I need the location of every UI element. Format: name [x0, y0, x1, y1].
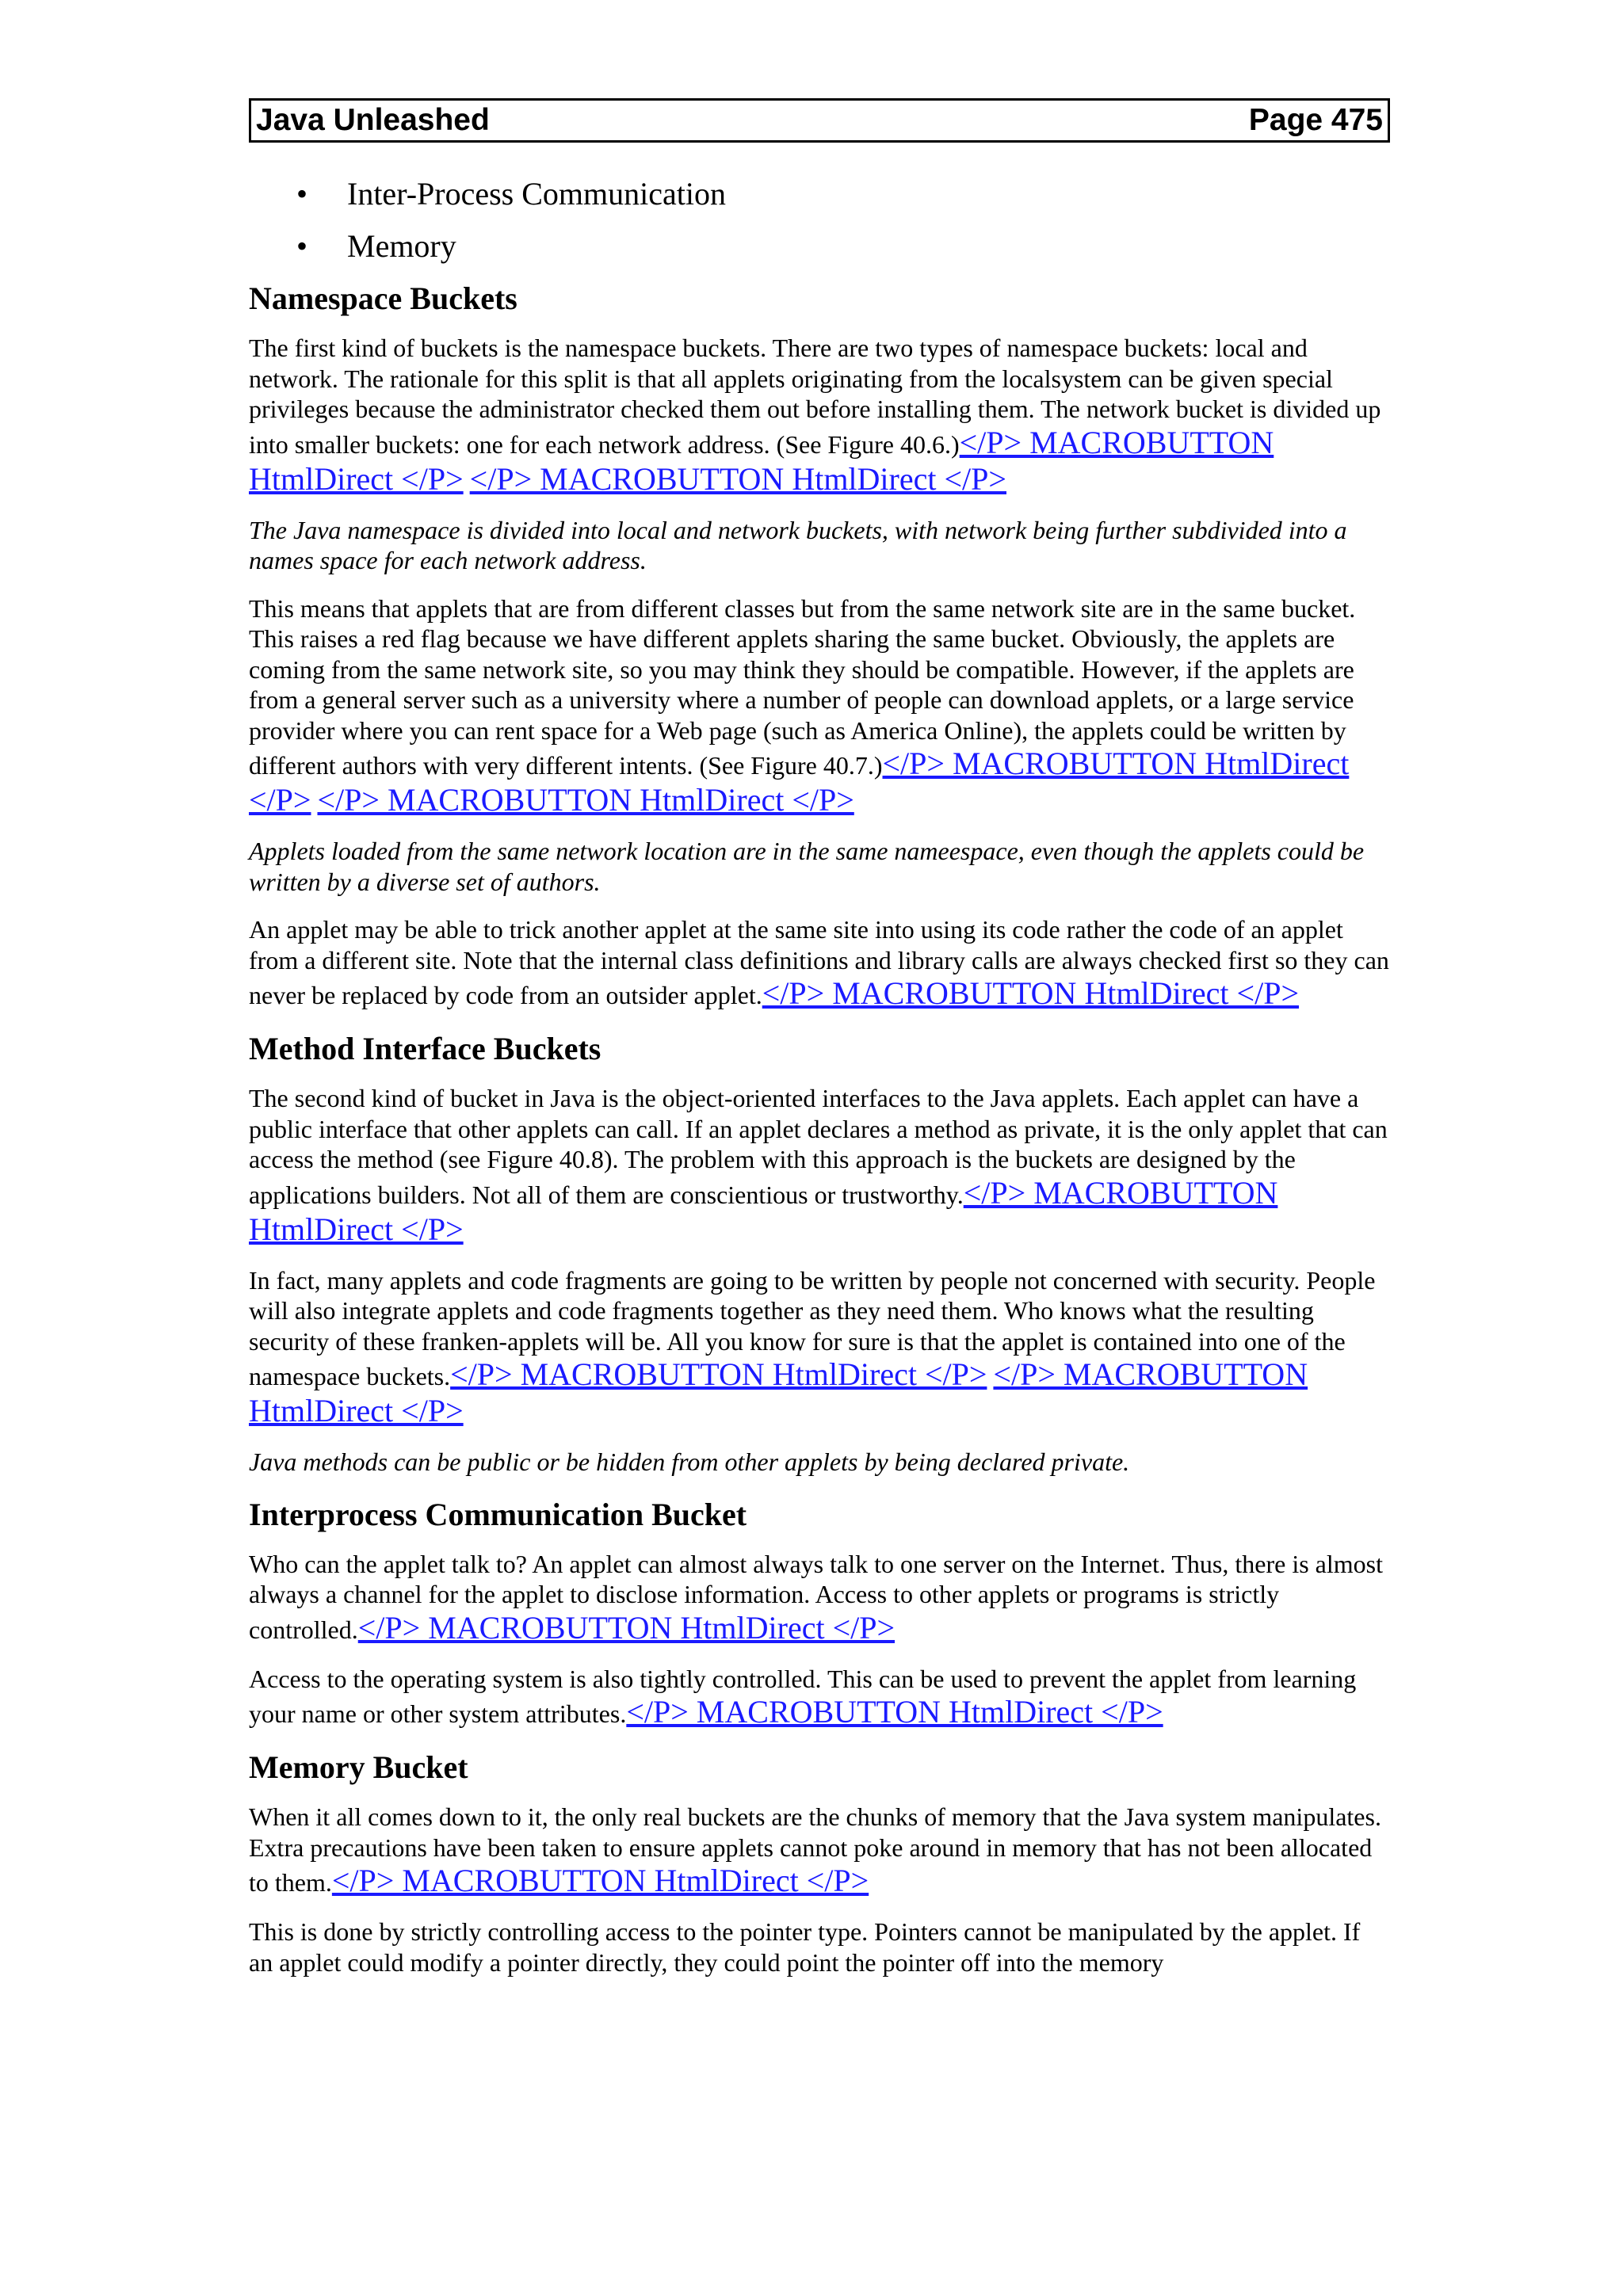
- section-heading-method-interface: Method Interface Buckets: [249, 1031, 601, 1066]
- section-heading-memory: Memory Bucket: [249, 1749, 468, 1785]
- macrobutton-link[interactable]: </P> MACROBUTTON HtmlDirect </P>: [357, 1609, 896, 1646]
- macrobutton-link[interactable]: </P> MACROBUTTON HtmlDirect </P>: [469, 460, 1006, 497]
- paragraph: An applet may be able to trick another applet at the same site into using its code rather the code of an applet from a different site. Note that the internal class definitions and library calls are always checked first so they can never be replaced by code from an outsider applet.</P> MACROBUTTON HtmlDirect </P>: [249, 915, 1389, 1011]
- paragraph: In fact, many applets and code fragments are going to be written by people not concerned with security. People will also integrate applets and code fragments together as they need them. Who knows what the resulting security of these franken-applets will be. All you know for sure is that the applet is contained into one of the namespace buckets.</P> MACROBUTTON HtmlDirect </P> </P> MACROBUTTON HtmlDirect </P>: [249, 1265, 1376, 1428]
- paragraph: The second kind of bucket in Java is the object-oriented interfaces to the Java applets. Each applet can have a public interface that other applets can call. If an applet declares a method as private, it is the only applet that can access the method (see Figure 40.8). The problem with this approach is the buckets are designed by the applications builders. Not all of them are conscientious or trustworthy.</P> MACROBUTTON HtmlDirect </P>: [249, 1084, 1388, 1247]
- macrobutton-link[interactable]: </P> MACROBUTTON HtmlDirect </P>: [317, 782, 854, 818]
- page-header: [249, 98, 1390, 143]
- paragraph: Access to the operating system is also tightly controlled. This can be used to prevent the applet from learning your name or other system attributes.</P> MACROBUTTON HtmlDirect </P>: [249, 1664, 1357, 1730]
- macrobutton-link[interactable]: </P> MACROBUTTON HtmlDirect </P>: [331, 1863, 869, 1898]
- figure-caption: The Java namespace is divided into local and network buckets, with network being further subdivided into a names space for each network address.: [249, 515, 1347, 574]
- paragraph: This is done by strictly controlling access to the pointer type. Pointers cannot be manipulated by the applet. If an applet could modify a pointer directly, they could point the pointer off into the memory: [249, 1917, 1361, 1977]
- macrobutton-link[interactable]: </P> MACROBUTTON HtmlDirect </P>: [626, 1694, 1163, 1730]
- book-title: Java Unleashed: [256, 103, 490, 137]
- figure-caption: Java methods can be public or be hidden from other applets by being declared private.: [249, 1447, 1130, 1476]
- document-page: [249, 98, 1390, 1995]
- macrobutton-link[interactable]: </P> MACROBUTTON HtmlDirect </P>: [450, 1356, 987, 1392]
- list-item: • Memory: [249, 220, 1390, 273]
- page-number: Page 475: [1248, 103, 1383, 137]
- section-heading-interprocess: Interprocess Communication Bucket: [249, 1496, 747, 1532]
- macrobutton-link[interactable]: </P> MACROBUTTON HtmlDirect </P>: [249, 746, 1350, 818]
- macrobutton-link[interactable]: </P> MACROBUTTON HtmlDirect </P>: [249, 1356, 1308, 1428]
- macrobutton-link[interactable]: </P> MACROBUTTON HtmlDirect </P>: [249, 1174, 1278, 1247]
- paragraph: This means that applets that are from different classes but from the same network site are in the same bucket. This raises a red flag because we have different applets sharing the same bucket. Obviously, the applets are coming from the same network site, so you may think they should be compatible. However, if the applets are from a general server such as a university where a number of people can download applets, or a large service provider where you can rent space for a Web page (such as America Online), the applets could be written by different authors with very different intents. (See Figure 40.7.)</P> MACROBUTTON HtmlDirect </P> </P> MACROBUTTON HtmlDirect </P>: [249, 593, 1356, 818]
- bullet-icon: •: [296, 176, 308, 212]
- bullet-list: [249, 168, 1390, 273]
- macrobutton-link[interactable]: </P> MACROBUTTON HtmlDirect </P>: [762, 975, 1300, 1011]
- macrobutton-link[interactable]: </P> MACROBUTTON HtmlDirect </P>: [249, 424, 1274, 497]
- paragraph: The first kind of buckets is the namespace buckets. There are two types of namespace buckets: local and network. The rationale for this split is that all applets originating from the localsystem can be given special privileges because the administrator checked them out before installing them. The network bucket is divided up into smaller buckets: one for each network address. (See Figure 40.6.)</P> MACROBUTTON HtmlDirect </P> </P> MACROBUTTON HtmlDirect </P>: [249, 334, 1381, 497]
- paragraph: Who can the applet talk to? An applet can almost always talk to one server on the Internet. Thus, there is almost always a channel for the applet to disclose information. Access to other applets or programs is strictly controlled.</P> MACROBUTTON HtmlDirect </P>: [249, 1549, 1383, 1646]
- list-item: • Inter-Process Communication: [249, 168, 1390, 220]
- section-heading-namespace: Namespace Buckets: [249, 280, 517, 316]
- paragraph: When it all comes down to it, the only real buckets are the chunks of memory that the Java system manipulates. Extra precautions have been taken to ensure applets cannot poke around in memory that has not been allocated to them.</P> MACROBUTTON HtmlDirect </P>: [249, 1802, 1381, 1898]
- bullet-icon: •: [296, 228, 308, 264]
- figure-caption: Applets loaded from the same network location are in the same nameespace, even though the applets could be written by a diverse set of authors.: [249, 837, 1365, 896]
